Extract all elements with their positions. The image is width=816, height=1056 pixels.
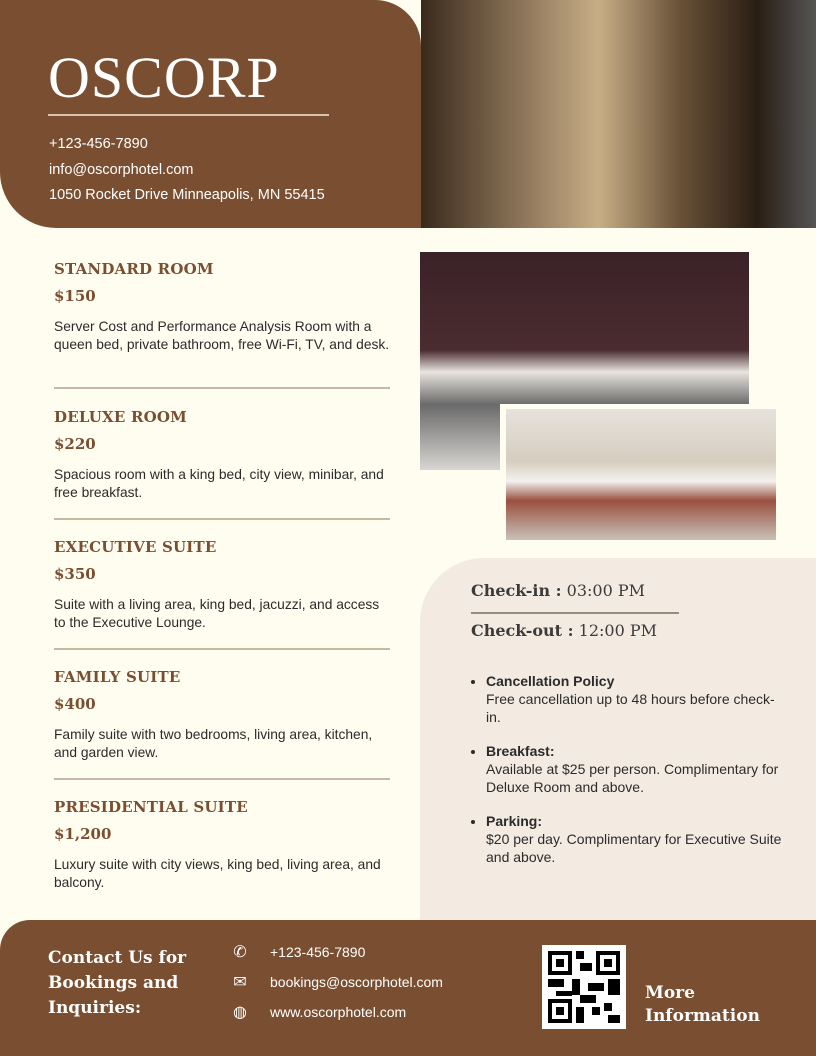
room-name: PRESIDENTIAL SUITE [54, 798, 248, 816]
room-description: Suite with a living area, king bed, jacuzzi, and access to the Executive Lounge. [54, 597, 380, 630]
room-executive [54, 538, 390, 632]
footer-website[interactable]: ◍ www.oscorphotel.com [230, 1002, 406, 1022]
room-description: Server Cost and Performance Analysis Room with a queen bed, private bathroom, free Wi-Fi, TV, and desk. [54, 319, 390, 352]
checkin-time: Check-in : 03:00 PM [471, 581, 645, 600]
phone-icon: ✆ [233, 944, 247, 961]
room-name: DELUXE ROOM [54, 408, 187, 426]
room-price: $350 [54, 565, 96, 583]
logo: OSCORP [48, 45, 280, 110]
room-description: Spacious room with a king bed, city view, minibar, and free breakfast. [54, 467, 384, 500]
room-description: Family suite with two bedrooms, living area, kitchen, and garden view. [54, 727, 373, 760]
divider [54, 387, 390, 389]
mail-icon: ✉ [233, 974, 247, 991]
room-presidential [54, 798, 390, 892]
room-name: FAMILY SUITE [54, 668, 181, 686]
policy-item: • Parking: $20 per day. Complimentary for Executive Suite and above. [486, 812, 786, 866]
qr-code[interactable] [542, 945, 626, 1029]
room-price: $400 [54, 695, 96, 713]
header-block [0, 0, 421, 228]
checkout-time: Check-out : 12:00 PM [471, 621, 657, 640]
header-address: 1050 Rocket Drive Minneapolis, MN 55415 [49, 187, 325, 203]
lounge-photo [421, 0, 816, 228]
policy-list [486, 672, 786, 882]
divider [471, 612, 679, 614]
bedroom-photo-2 [500, 404, 782, 546]
divider [48, 114, 329, 116]
divider [54, 778, 390, 780]
footer [0, 920, 816, 1056]
header-phone: +123-456-7890 [49, 136, 148, 152]
room-price: $1,200 [54, 825, 112, 843]
room-price: $220 [54, 435, 96, 453]
room-name: STANDARD ROOM [54, 260, 214, 278]
room-family [54, 668, 390, 762]
policy-item: • Breakfast: Available at $25 per person. Complimentary for Deluxe Room and above. [486, 742, 786, 796]
globe-icon: ◍ [233, 1004, 247, 1021]
divider [54, 518, 390, 520]
policy-item: • Cancellation Policy Free cancellation up to 48 hours before check-in. [486, 672, 786, 726]
room-price: $150 [54, 287, 96, 305]
room-deluxe [54, 408, 390, 502]
room-description: Luxury suite with city views, king bed, living area, and balcony. [54, 857, 381, 890]
footer-phone: ✆ +123-456-7890 [230, 942, 365, 962]
room-standard [54, 260, 390, 354]
room-name: EXECUTIVE SUITE [54, 538, 217, 556]
header-email: info@oscorphotel.com [49, 162, 194, 178]
info-panel [420, 558, 816, 920]
divider [54, 648, 390, 650]
more-information-label: More Information [645, 983, 760, 1026]
footer-title: Contact Us for Bookings and Inquiries: [48, 948, 187, 1018]
footer-email[interactable]: ✉ bookings@oscorphotel.com [230, 972, 443, 992]
